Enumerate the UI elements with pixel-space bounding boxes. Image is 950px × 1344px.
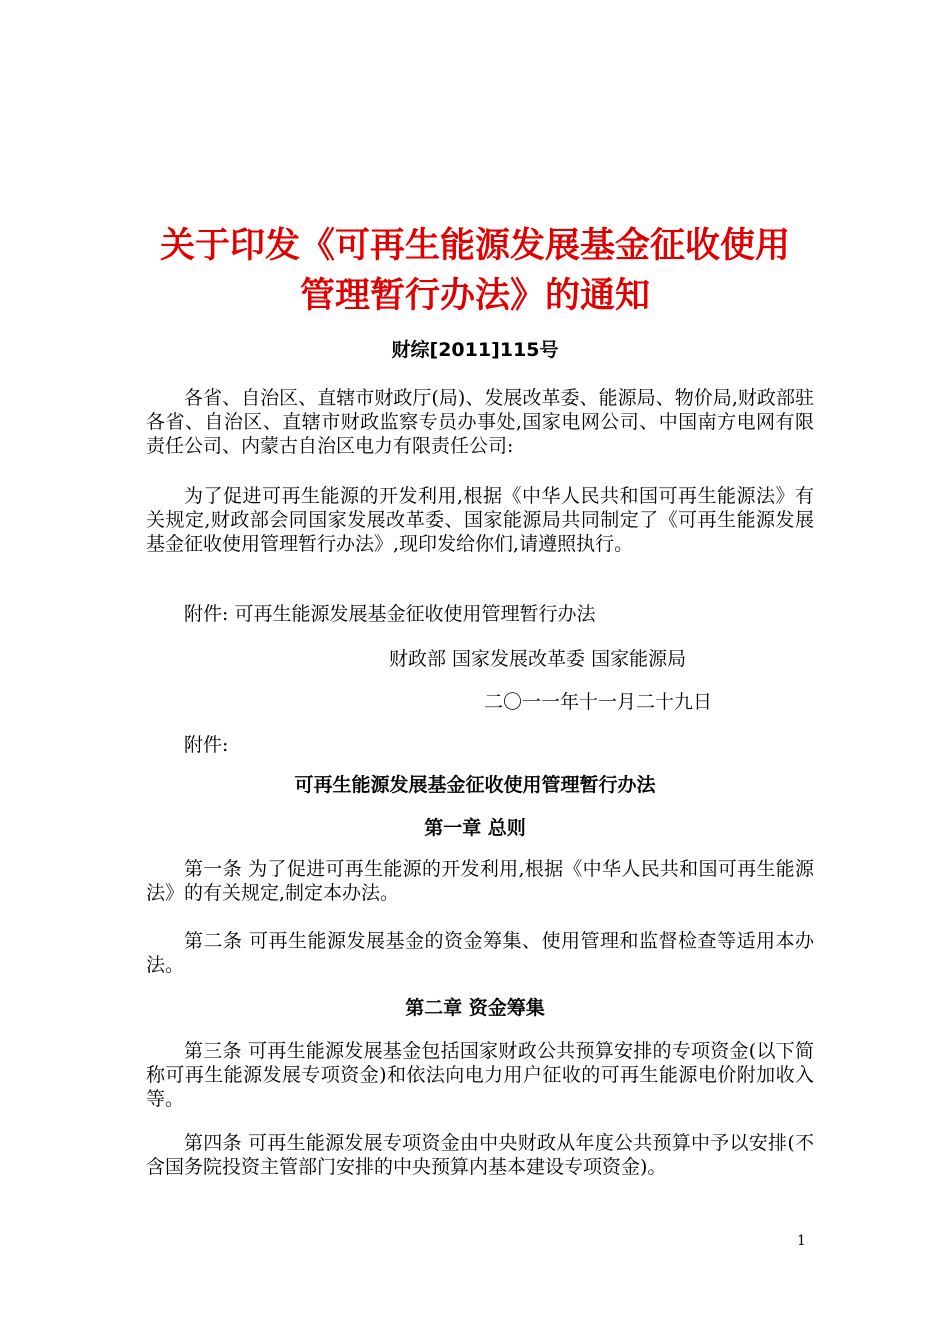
issuing-authorities: 财政部 国家发展改革委 国家能源局: [389, 648, 687, 670]
article-4: 第四条 可再生能源发展专项资金由中央财政从年度公共预算中予以安排(不含国务院投资主管部门安排的中央预算内基本建设专项资金)。: [146, 1132, 814, 1178]
article-2: 第二条 可再生能源发展基金的资金筹集、使用管理和监督检查等适用本办法。: [146, 930, 814, 976]
document-number: 财综[2011]115号: [391, 339, 559, 361]
addressee-paragraph: 各省、自治区、直辖市财政厅(局)、发展改革委、能源局、物价局,财政部驻各省、自治区、直辖市财政监察专员办事处,国家电网公司、中国南方电网有限责任公司、内蒙古自治区电力有限责任公司:: [146, 387, 814, 457]
page-number: 1: [797, 1233, 806, 1249]
issue-date: 二〇一一年十一月二十九日: [484, 691, 713, 713]
notice-title-line-2: 管理暂行办法》的通知: [299, 276, 650, 316]
article-1: 第一条 为了促进可再生能源的开发利用,根据《中华人民共和国可再生能源法》的有关规定,制定本办法。: [146, 858, 814, 904]
article-3: 第三条 可再生能源发展基金包括国家财政公共预算安排的专项资金(以下简称可再生能源发展专项资金)和依法向电力用户征收的可再生能源电价附加收入等。: [146, 1040, 814, 1110]
notice-title-line-1: 关于印发《可再生能源发展基金征收使用: [159, 226, 790, 266]
notice-body-paragraph: 为了促进可再生能源的开发利用,根据《中华人民共和国可再生能源法》有关规定,财政部会同国家发展改革委、国家能源局共同制定了《可再生能源发展基金征收使用管理暂行办法》,现印发给你们,请遵照执行。: [146, 485, 814, 555]
attachment-label: 附件:: [184, 734, 229, 756]
chapter-2-heading: 第二章 资金筹集: [405, 997, 545, 1019]
attachment-reference: 附件: 可再生能源发展基金征收使用管理暂行办法: [184, 603, 596, 625]
measures-title: 可再生能源发展基金征收使用管理暂行办法: [294, 774, 656, 796]
chapter-1-heading: 第一章 总则: [424, 817, 526, 839]
